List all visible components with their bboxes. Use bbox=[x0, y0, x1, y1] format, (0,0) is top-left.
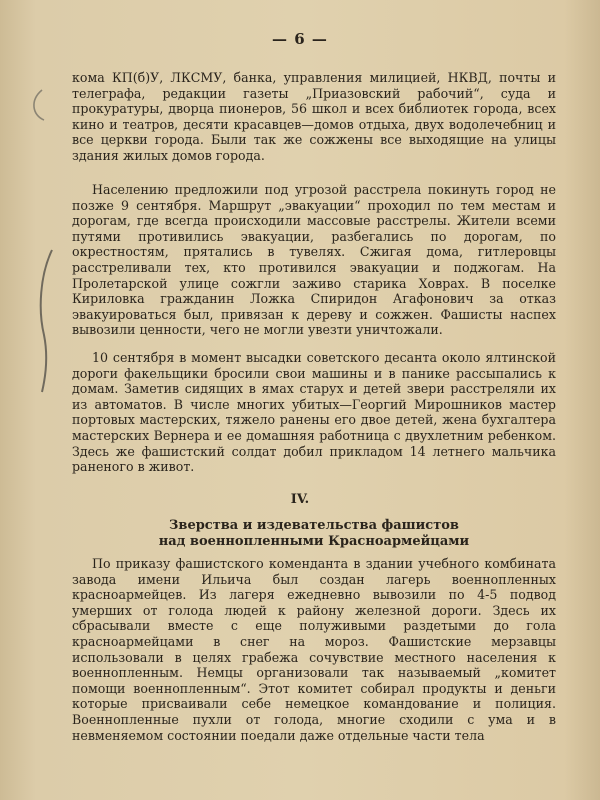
section-heading bbox=[72, 518, 556, 549]
pencil-margin-mark bbox=[22, 60, 72, 400]
paragraph-1-text: кома КП(б)У, ЛКСМУ, банка, управления милицией, НКВД, почты и телеграфа, редакции газеты „Приазовский рабочий“, суда и прокуратуры, дворца пионеров, 56 школ и всех библиотек города, всех кино и театров, десяти красавцев—домов отдыха, двух водолечебниц и все церкви города. Были так же сожжены все выходящие на улицы здания жилых домов города. bbox=[72, 70, 556, 163]
paragraph-4 bbox=[72, 556, 556, 743]
paragraph-1 bbox=[72, 70, 556, 164]
paragraph-2 bbox=[72, 182, 556, 338]
page-number: — 6 — bbox=[272, 30, 328, 48]
section-heading-line-1: Зверства и издевательства фашистов bbox=[169, 518, 459, 533]
section-numeral: IV. bbox=[290, 492, 310, 507]
paragraph-3 bbox=[72, 350, 556, 475]
paragraph-4-text: По приказу фашистского коменданта в здании учебного комбината завода имени Ильича был создан лагерь военнопленных красноармейцев. Из лагеря ежедневно вывозили по 4-5 подвод умерших от голода людей к району железной дороги. Здесь их сбрасывали вместе с еще полуживыми раздетыми до гола красноармейцами в снег на мороз. Фашистские мерзавцы использовали в целях грабежа сочувствие местного населения к военнопленным. Немцы организовали так называемый „комитет помощи военнопленным“. Этот комитет собирал продукты и деньги которые присваивали себе немецкое командование и полиция. Военнопленные пухли от голода, многие сходили с ума и в невменяемом состоянии поедали даже отдельные части тела bbox=[72, 556, 556, 743]
paragraph-2-text: Населению предложили под угрозой расстрела покинуть город не позже 9 сентября. Маршрут „эвакуации“ проходил по тем местам и дорогам, где всегда происходили массовые расстрелы. Жители всеми путями противились эвакуации, разбегались по дорогам, по окрестностям, прятались в тувелях. Сжигая дома, гитлеровцы расстреливали тех, кто противился эвакуации и поджогам. На Пролетарской улице сожгли заживо старика Ховрах. В поселке Кириловка гражданин Ложка Спиридон Агафонович за отказ эвакуироваться был, привязан к дереву и сожжен. Фашисты наспех вывозили ценности, чего не могли увезти уничтожали. bbox=[72, 182, 556, 338]
paragraph-3-text: 10 сентября в момент высадки советского десанта около ялтинской дороги факельщики бросили свои машины и в панике рассыпались к домам. Заметив сидящих в ямах старух и детей звери расстреляли их из автоматов. В числе многих убитых—Георгий Мирошников мастер портовых мастерских, тяжело ранены его двое детей, жена бухгалтера мастерских Вернера и ее домашняя работница с двухлетним ребенком. Здесь же фашистский солдат добил прикладом 14 летнего мальчика раненого в живот. bbox=[72, 350, 556, 475]
section-heading-line-2: над военнопленными Красноармейцами bbox=[158, 533, 470, 549]
